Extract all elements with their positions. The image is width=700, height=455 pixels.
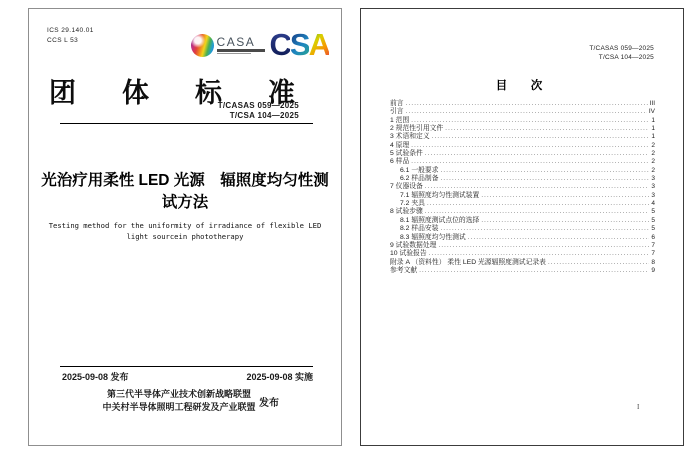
standard-number-casas: T/CASAS 059—2025 — [217, 101, 299, 110]
toc-entry-page-number: 3 — [651, 183, 655, 191]
cover-page — [28, 8, 342, 446]
toc-entry-label: 9 试验数据处理 — [390, 241, 437, 249]
toc-leader-dots — [419, 267, 649, 274]
casa-logo-subtext-bar2 — [217, 53, 251, 55]
toc-leader-dots — [406, 108, 647, 115]
toc-entry-page-number: 5 — [651, 225, 655, 233]
toc-entry-label: 5 试验条件 — [390, 150, 423, 158]
toc-entry-label: 8.1 辐照度测试点位的选择 — [400, 216, 480, 224]
toc-leader-dots — [468, 234, 650, 241]
toc-entry-page-number: 9 — [651, 266, 655, 274]
page-number: I — [637, 403, 640, 411]
publish-label: 发布 — [259, 398, 279, 409]
issuing-organizations — [89, 388, 269, 414]
implementation-date: 2025-09-08 实施 — [246, 372, 313, 382]
toc-list — [390, 97, 655, 272]
toc-entry-page-number: 2 — [651, 166, 655, 174]
casa-logo-subtext-bar — [217, 49, 265, 52]
toc-entry-page-number: IV — [648, 108, 655, 116]
toc-entry-label: 2 规范性引用文件 — [390, 125, 444, 133]
toc-entry-label: 前言 — [390, 100, 404, 107]
toc-entry-label: 6 样品 — [390, 158, 410, 166]
casa-sphere-icon — [191, 34, 214, 57]
toc-leader-dots — [445, 125, 649, 132]
toc-entry-label: 7 仪器设备 — [390, 183, 423, 191]
issuer-line-1: 第三代半导体产业技术创新战略联盟 — [106, 389, 251, 399]
toc-leader-dots — [425, 150, 650, 157]
issue-date: 2025-09-08 发布 — [62, 372, 129, 382]
document-title-english — [39, 220, 331, 242]
logo-row — [191, 27, 329, 62]
csa-logo — [269, 27, 329, 62]
toc-entry-page-number: 1 — [651, 133, 655, 141]
toc-entry-page-number: 7 — [651, 250, 655, 258]
banner-char: 标 — [195, 78, 222, 108]
toc-leader-dots — [481, 217, 649, 224]
toc-entry-page-number: 6 — [651, 233, 655, 241]
toc-entry-page-number: 5 — [651, 216, 655, 224]
toc-leader-dots — [441, 167, 650, 174]
toc-entry-label: 3 术语和定义 — [390, 133, 430, 141]
document-title — [39, 170, 331, 214]
toc-page — [360, 8, 684, 446]
toc-leader-dots — [441, 175, 650, 182]
toc-leader-dots — [432, 133, 650, 140]
toc-entry-page-number: 3 — [651, 191, 655, 199]
toc-leader-dots — [411, 158, 649, 165]
toc-standard-number-csa: T/CSA 104—2025 — [598, 53, 654, 61]
toc-entry-label: 参考文献 — [390, 266, 418, 274]
casa-logo-text: CASA — [216, 34, 256, 49]
title-line-2: 试方法 — [161, 194, 209, 211]
header-rule — [60, 123, 313, 124]
toc-entry-page-number: 2 — [651, 141, 655, 149]
standard-numbers — [218, 101, 299, 121]
toc-entry-label: 4 原理 — [390, 141, 410, 149]
toc-entry-label: 附录 A （资料性） 柔性 LED 光源辐照度测试记录表 — [390, 258, 546, 266]
csa-letter-a: A — [308, 27, 329, 62]
toc-standard-number-casas: T/CASAS 059—2025 — [589, 45, 654, 52]
toc-leader-dots — [427, 200, 649, 207]
toc-entry-label: 6.1 一般要求 — [400, 166, 439, 174]
toc-entry-label: 1 范围 — [390, 116, 410, 124]
toc-leader-dots — [441, 225, 650, 232]
toc-entry-page-number: 7 — [651, 241, 655, 249]
banner-char: 团 — [49, 78, 76, 108]
toc-leader-dots — [406, 100, 648, 107]
subtitle-line-2: light sourcein phototherapy — [126, 232, 244, 241]
banner-char: 准 — [268, 78, 295, 108]
ccs-code: CCS L 53 — [47, 36, 79, 44]
toc-entry-label: 10 试验报告 — [390, 250, 427, 258]
banner-char: 体 — [122, 78, 149, 108]
csa-letter-c: C — [269, 27, 290, 62]
toc-entry-label: 7.1 辐照度均匀性测试装置 — [400, 191, 480, 199]
toc-entry-label: 7.2 夹具 — [400, 200, 425, 208]
toc-entry-page-number: 2 — [651, 150, 655, 158]
toc-leader-dots — [438, 242, 649, 249]
toc-entry-page-number: 5 — [651, 208, 655, 216]
toc-leader-dots — [481, 192, 649, 199]
toc-standard-numbers — [589, 45, 654, 62]
ics-classification — [47, 26, 94, 45]
toc-entry-label: 8.2 样品安装 — [400, 225, 439, 233]
casa-logo — [191, 34, 265, 57]
issuer-line-2: 中关村半导体照明工程研发及产业联盟 — [102, 402, 256, 412]
toc-entry-page-number: 3 — [651, 175, 655, 183]
toc-entry-page-number: 1 — [651, 125, 655, 133]
subtitle-line-1: Testing method for the uniformity of irradiance of flexible LED — [48, 221, 322, 230]
toc-entry-label: 8 试验步骤 — [390, 208, 423, 216]
toc-entry-page-number: 1 — [651, 116, 655, 124]
toc-entry-page-number: 8 — [651, 258, 655, 266]
toc-entry-label: 引言 — [390, 108, 404, 116]
toc-leader-dots — [548, 259, 649, 266]
toc-entry-label: 8.3 辐照度均匀性测试 — [400, 233, 466, 241]
ics-code: ICS 29.140.01 — [47, 27, 94, 34]
toc-entry-label: 6.2 样品制备 — [400, 175, 439, 183]
title-line-1: 光治疗用柔性 LED 光源 辐照度均匀性测 — [41, 172, 329, 189]
toc-entry-page-number: 4 — [651, 200, 655, 208]
standard-number-csa: T/CSA 104—2025 — [229, 111, 299, 120]
toc-leader-dots — [411, 117, 649, 124]
toc-entry — [390, 97, 655, 105]
toc-leader-dots — [411, 142, 649, 149]
csa-letter-s: S — [289, 27, 309, 62]
toc-entry-page-number: III — [649, 100, 655, 107]
footer-rule — [60, 366, 313, 367]
toc-heading: 目 次 — [495, 80, 549, 92]
toc-entry-page-number: 2 — [651, 158, 655, 166]
